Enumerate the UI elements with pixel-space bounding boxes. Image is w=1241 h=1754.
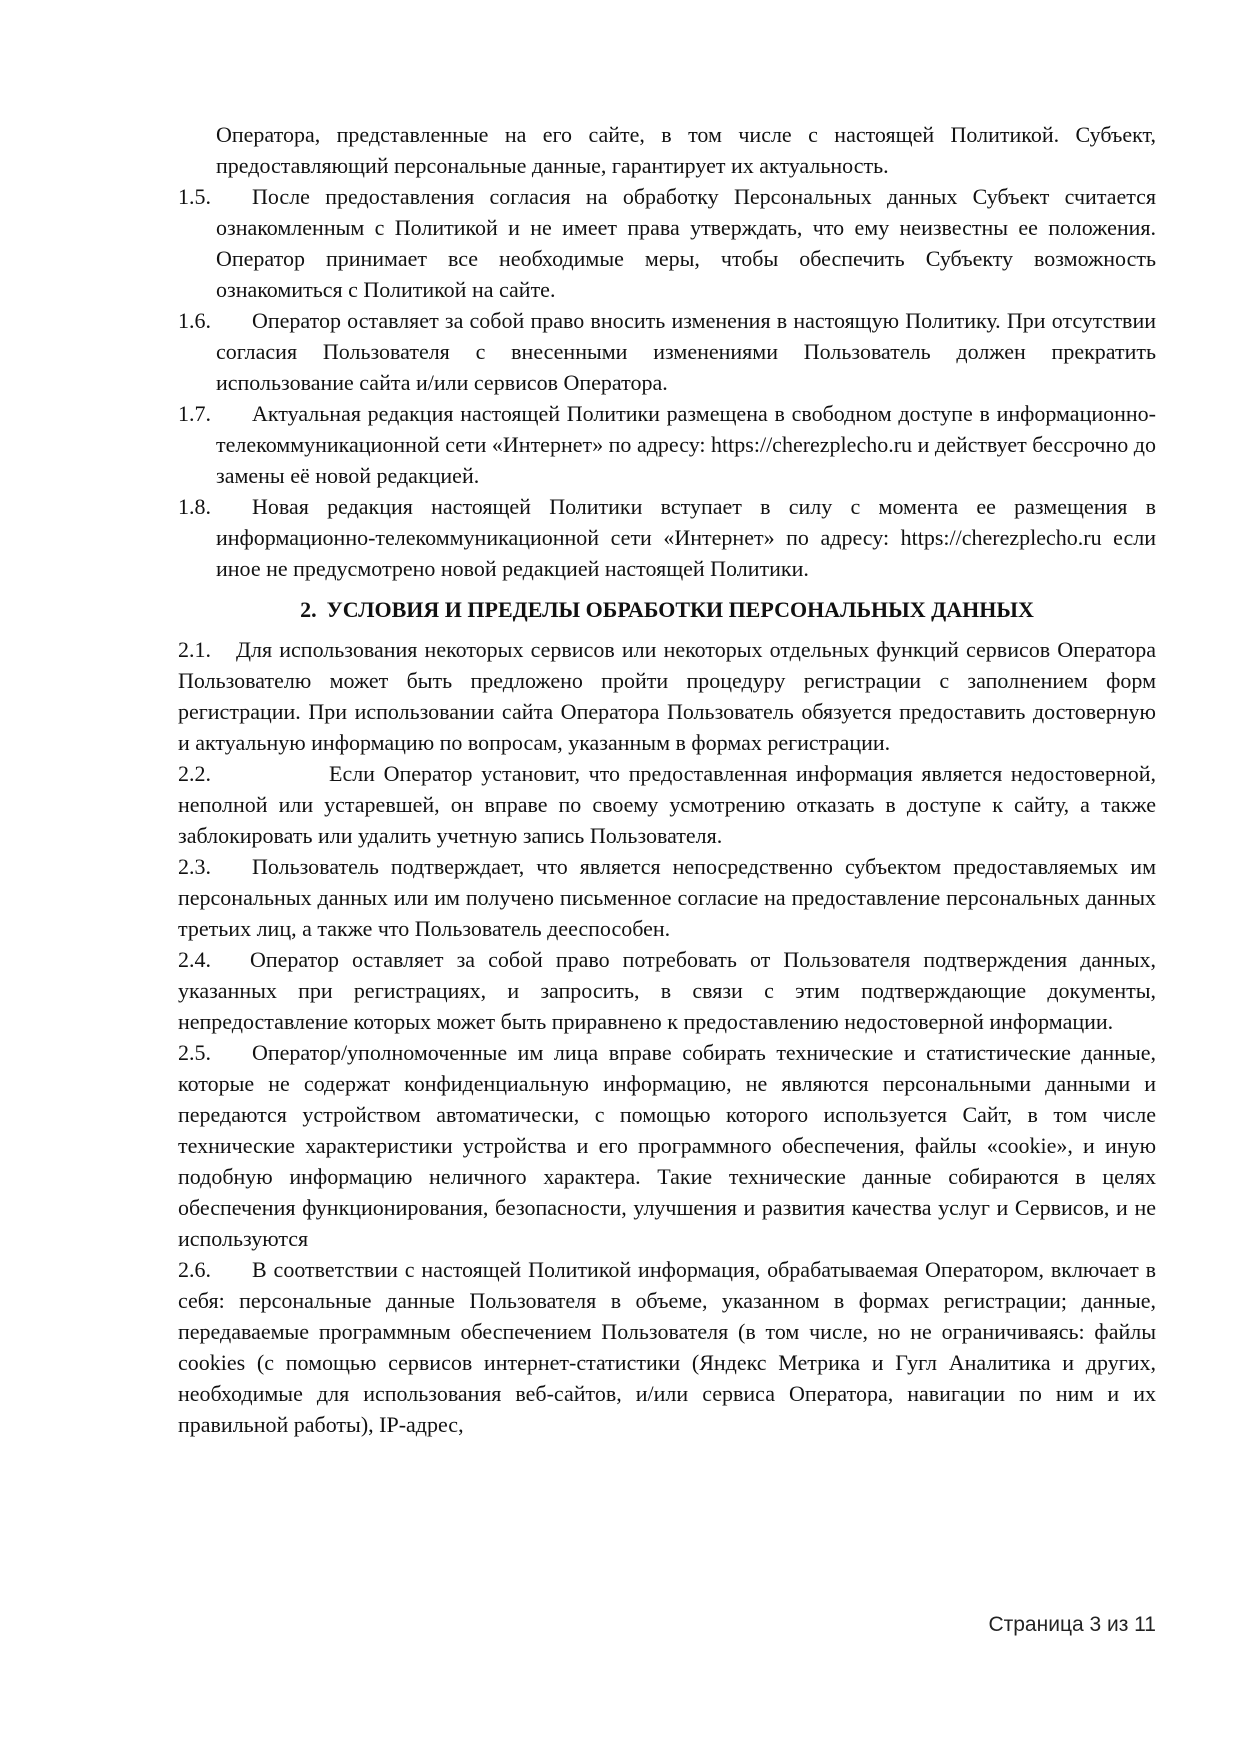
item-number: 2.3.: [178, 854, 211, 879]
list-item-2-6: [178, 1254, 1156, 1440]
list-item-2-1: [178, 634, 1156, 758]
page-number: Страница 3 из 11: [988, 1613, 1156, 1636]
document-body: [178, 119, 1156, 1440]
item-number: 1.7.: [178, 401, 211, 426]
item-text: Если Оператор установит, что предоставленная информация является недостоверной, неполной или устаревшей, он вправе по своему усмотрению отказать в доступе к сайту, а также заблокировать или удалить учетную запись Пользователя.: [178, 761, 1156, 848]
item-text: После предоставления согласия на обработку Персональных данных Субъект считается ознакомленным с Политикой и не имеет права утверждать, что ему неизвестны ее положения. Оператор принимает все необходимые меры, чтобы обеспечить Субъекту возможность ознакомиться с Политикой на сайте.: [216, 184, 1156, 302]
item-text: Для использования некоторых сервисов или некоторых отдельных функций сервисов Оператора Пользователю может быть предложено пройти процедуру регистрации с заполнением форм регистрации. При использовании сайта Оператора Пользователь обязуется предоставить достоверную и актуальную информацию по вопросам, указанным в формах регистрации.: [178, 637, 1156, 755]
list-item-1-7: [178, 398, 1156, 491]
list-item-1-6: [178, 305, 1156, 398]
section-number: 2.: [300, 597, 317, 622]
item-text: Оператор оставляет за собой право потребовать от Пользователя подтверждения данных, указанных при регистрациях, и запросить, в связи с этим подтверждающие документы, непредоставление которых может быть приравнено к предоставлению недостоверной информации.: [178, 947, 1156, 1034]
continuation-paragraph: Оператора, представленные на его сайте, в том числе с настоящей Политикой. Субъект, предоставляющий персональные данные, гарантирует их актуальность.: [216, 122, 1156, 178]
item-number: 1.6.: [178, 308, 211, 333]
item-text: Оператор оставляет за собой право вносить изменения в настоящую Политику. При отсутствии согласия Пользователя с внесенными изменениями Пользователь должен прекратить использование сайта и/или сервисов Оператора.: [216, 308, 1156, 395]
item-number: 1.5.: [178, 184, 211, 209]
item-text: Пользователь подтверждает, что является непосредственно субъектом предоставляемых им персональных данных или им получено письменное согласие на предоставление персональных данных третьих лиц, а также что Пользователь дееспособен.: [178, 854, 1156, 941]
section-2-heading: [178, 594, 1156, 625]
section-title: УСЛОВИЯ И ПРЕДЕЛЫ ОБРАБОТКИ ПЕРСОНАЛЬНЫХ ДАННЫХ: [326, 597, 1034, 622]
list-item-1-5: [178, 181, 1156, 305]
list-item-1-8: [178, 491, 1156, 584]
item-number: 2.4.: [178, 947, 211, 972]
item-number: 1.8.: [178, 494, 211, 519]
item-number: 2.6.: [178, 1257, 211, 1282]
item-number: 2.5.: [178, 1040, 211, 1065]
list-item-2-2: [178, 758, 1156, 851]
item-text: Актуальная редакция настоящей Политики размещена в свободном доступе в информационно-телекоммуникационной сети «Интернет» по адресу: https://cherezplecho.ru и действует бессрочно до замены её новой редакцией.: [216, 401, 1156, 488]
item-number: 2.1.: [178, 637, 211, 662]
list-item-2-4: [178, 944, 1156, 1037]
list-item-2-5: [178, 1037, 1156, 1254]
item-number: 2.2.: [178, 761, 211, 786]
list-item-2-3: [178, 851, 1156, 944]
item-text: Оператор/уполномоченные им лица вправе собирать технические и статистические данные, которые не содержат конфиденциальную информацию, не являются персональными данными и передаются устройством автоматически, с помощью которого используется Сайт, в том числе технические характеристики устройства и его программного обеспечения, файлы «cookie», и иную подобную информацию неличного характера. Такие технические данные собираются в целях обеспечения функционирования, безопасности, улучшения и развития качества услуг и Сервисов, и не используются: [178, 1040, 1156, 1251]
item-text: Новая редакция настоящей Политики вступает в силу с момента ее размещения в информационно-телекоммуникационной сети «Интернет» по адресу: https://cherezplecho.ru если иное не предусмотрено новой редакцией настоящей Политики.: [216, 494, 1156, 581]
item-text: В соответствии с настоящей Политикой информация, обрабатываемая Оператором, включает в себя: персональные данные Пользователя в объеме, указанном в формах регистрации; данные, передаваемые программным обеспечением Пользователя (в том числе, но не ограничиваясь: файлы cookies (с помощью сервисов интернет-статистики (Яндекс Метрика и Гугл Аналитика и других, необходимые для использования веб-сайтов, и/или сервиса Оператора, навигации по ним и их правильной работы), IP-адрес,: [178, 1257, 1156, 1437]
